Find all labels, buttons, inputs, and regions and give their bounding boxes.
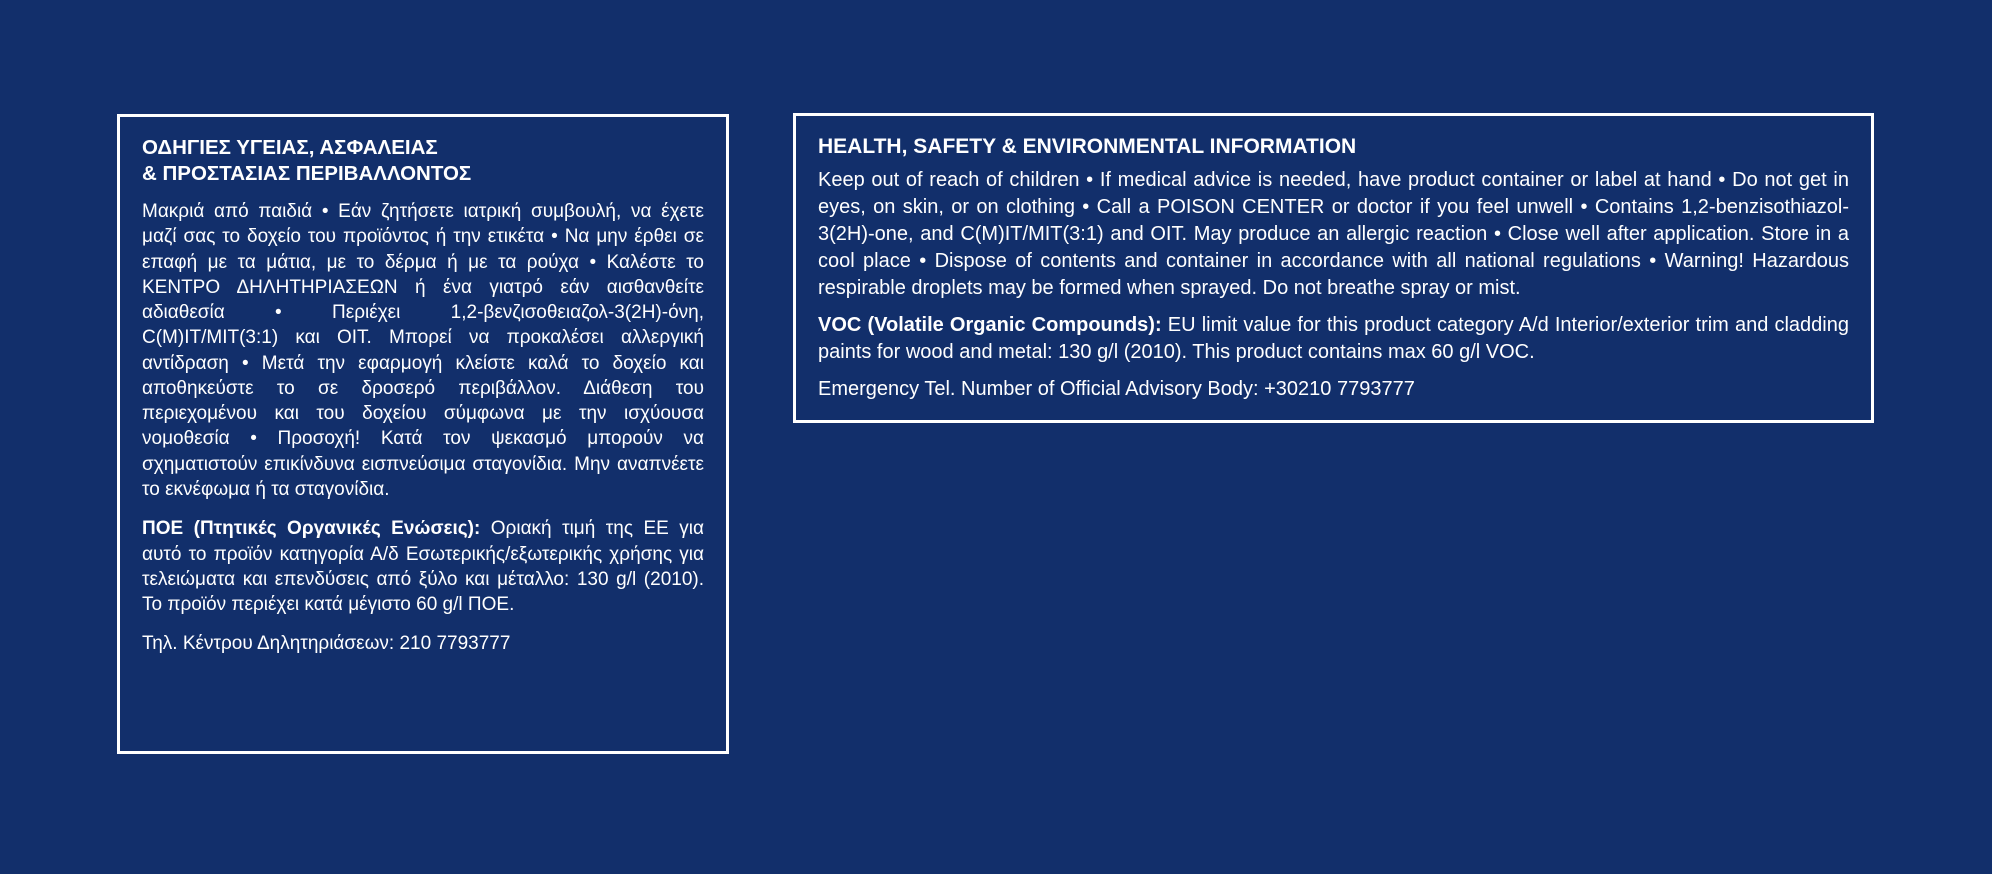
english-safety-panel	[793, 113, 1874, 423]
english-panel-heading: HEALTH, SAFETY & ENVIRONMENTAL INFORMATION	[818, 135, 1357, 158]
english-voc-paragraph	[818, 312, 1849, 366]
english-emergency-telephone: Emergency Tel. Number of Official Advisory Body: +30210 7793777	[818, 377, 1415, 400]
greek-emergency-telephone: Τηλ. Κέντρου Δηλητηριάσεων: 210 7793777	[142, 633, 511, 655]
greek-safety-text: Μακριά από παιδιά • Εάν ζητήσετε ιατρική συμβουλή, να έχετε μαζί σας το δοχείο του προϊόντος ή την ετικέτα • Να μην έρθει σε επαφή με τα μάτια, με το δέρμα ή με τα ρούχα • Καλέστε το ΚΕΝΤΡΟ ΔΗΛΗΤΗΡΙΑΣΕΩΝ ή ένα γιατρό εάν αισθανθείτε αδιαθεσία • Περιέχει 1,2-βενζισοθειαζολ-3(2H)-όνη, C(M)IT/MIT(3:1) και OIT. Μπορεί να προκαλέσει αλλεργική αντίδραση • Μετά την εφαρμογή κλείστε καλά το δοχείο και αποθηκεύστε το σε δροσερό περιβάλλον. Διάθεση του περιεχομένου και του δοχείου σύμφωνα με την ισχύουσα νομοθεσία • Προσοχή! Κατά τον ψεκασμό μπορούν να σχηματιστούν επικίνδυνα εισπνεύσιμα σταγονίδια. Μην αναπνέετε το εκνέφωμα ή τα σταγονίδια.	[142, 201, 704, 500]
greek-voc-label: ΠΟΕ (Πτητικές Οργανικές Ενώσεις):	[142, 518, 481, 540]
english-voc-label: VOC (Volatile Organic Compounds):	[818, 313, 1162, 336]
english-safety-text: Keep out of reach of children • If medical advice is needed, have product container or label at hand • Do not get in eyes, on skin, or on clothing • Call a POISON CENTER or doctor if you feel unwell • Contains 1,2-benzisothiazol-3(2H)-one, and C(M)IT/MIT(3:1) and OIT. May produce an allergic reaction • Close well after application. Store in a cool place • Dispose of contents and container in accordance with all national regulations • Warning! Hazardous respirable droplets may be formed when sprayed. Do not breathe spray or mist.	[818, 168, 1849, 299]
greek-panel-heading	[142, 135, 704, 187]
greek-voc-paragraph	[142, 516, 704, 617]
greek-voc-text: Οριακή τιμή της ΕΕ για αυτό το προϊόν κατηγορία Α/δ Εσωτερικής/εξωτερικής χρήσης για τελειώματα και επενδύσεις από ξύλο και μέταλλο: 130 g/l (2010). Το προϊόν περιέχει κατά μέγιστο 60 g/l ΠΟΕ.	[142, 518, 704, 616]
greek-heading-line-1: ΟΔΗΓΙΕΣ ΥΓΕΙΑΣ, ΑΣΦΑΛΕΙΑΣ	[142, 136, 438, 159]
english-voc-text: EU limit value for this product category A/d Interior/exterior trim and cladding paints for wood and metal: 130 g/l (2010). This product contains max 60 g/l VOC.	[818, 313, 1849, 363]
greek-heading-line-2: & ΠΡΟΣΤΑΣΙΑΣ ΠΕΡΙΒΑΛΛΟΝΤΟΣ	[142, 162, 472, 186]
greek-safety-panel	[117, 114, 729, 754]
